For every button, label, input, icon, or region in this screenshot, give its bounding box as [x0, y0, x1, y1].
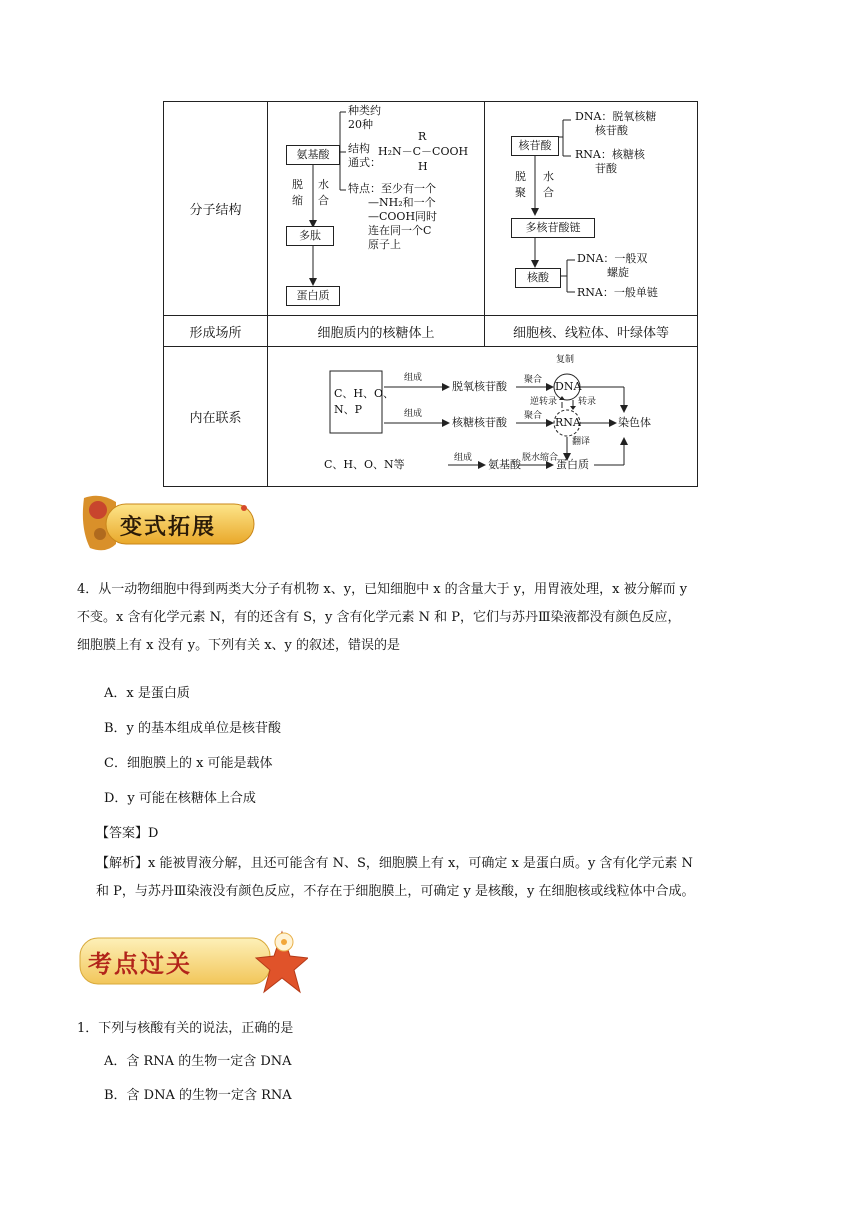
formula-label-2: 通式： — [348, 156, 381, 169]
reverse-transcription-label: 逆转录 — [530, 397, 558, 407]
row-label-relation: 内在联系 — [164, 347, 268, 487]
feature-line-2: —NH₂和一个 — [368, 196, 436, 209]
compose-label-2: 组成 — [404, 409, 423, 419]
condensation-label-2: 合 — [318, 194, 329, 207]
question-4-analysis — [96, 850, 816, 906]
nucleic-structure-diagram — [485, 102, 698, 316]
formula-h: H — [418, 160, 428, 173]
dna-label: DNA — [555, 380, 582, 393]
feature-line-5: 原子上 — [368, 238, 401, 251]
compose-label-3: 组成 — [454, 453, 473, 463]
question-4-option-d: D．y 可能在核糖体上合成 — [104, 791, 256, 806]
question-4-line-3: 细胞膜上有 x 没有 y。下列有关 x、y 的叙述，错误的是 — [77, 638, 401, 653]
comparison-table — [163, 101, 698, 487]
dna-struct-1: DNA：一般双 — [577, 252, 648, 265]
condensation-label: 脱水缩合 — [522, 453, 559, 463]
formula-main: H₂N－C－COOH — [378, 145, 469, 158]
rna-type-1: RNA：核糖核 — [575, 148, 645, 161]
question-4-option-a: A．x 是蛋白质 — [104, 686, 190, 701]
dna-type-2: 核苷酸 — [595, 124, 628, 137]
formula-label-1: 结构 — [348, 142, 370, 155]
dehydration-label-2: 缩 — [292, 194, 303, 207]
row-label-structure: 分子结构 — [164, 102, 268, 316]
protein-label: 蛋白质 — [556, 458, 589, 471]
feature-line-4: 连在同一个C — [368, 224, 432, 237]
variant-banner — [76, 488, 258, 556]
kinds-label-2: 20种 — [348, 118, 373, 131]
elements-2-label: C、H、O、N等 — [324, 458, 405, 471]
formula-r: R — [418, 130, 427, 143]
condensation-label-1: 水 — [318, 178, 329, 191]
protein-structure-diagram — [268, 102, 485, 316]
chromosome-label: 染色体 — [618, 416, 651, 429]
translation-label: 翻译 — [572, 437, 591, 447]
checkpoint-banner — [76, 920, 308, 996]
feature-line-3: —COOH同时 — [368, 210, 438, 223]
amino-acid-label: 氨基酸 — [488, 458, 521, 471]
deoxynucleotide-label: 脱氧核苷酸 — [452, 380, 507, 393]
amino-acid-box: 氨基酸 — [286, 145, 340, 165]
polymerize-label-1: 聚合 — [524, 375, 543, 385]
dna-struct-2: 螺旋 — [607, 266, 629, 279]
ribonucleotide-label: 核糖核苷酸 — [452, 416, 507, 429]
question-4-line-1: 4．从一动物细胞中得到两类大分子有机物 x、y，已知细胞中 x 的含量大于 y，用胃液处理，x 被分解而 y — [77, 582, 688, 597]
analysis-line-2: 和 P，与苏丹Ⅲ染液没有颜色反应，不存在于细胞膜上，可确定 y 是核酸，y 在细胞核或线粒体中合成。 — [96, 884, 695, 899]
nucleic-site: 细胞核、线粒体、叶绿体等 — [485, 316, 698, 347]
elements-line-2: N、P — [334, 403, 363, 416]
question-1-stem: 1．下列与核酸有关的说法，正确的是 — [77, 1021, 294, 1036]
checkpoint-banner-title: 考点过关 — [88, 949, 192, 978]
row-label-site: 形成场所 — [164, 316, 268, 347]
nucleic-acid-box: 核酸 — [515, 268, 561, 288]
question-1-option-a: A．含 RNA 的生物一定含 DNA — [104, 1054, 292, 1069]
dna-type-1: DNA：脱氧核糖 — [575, 110, 657, 123]
replication-label: 复制 — [556, 355, 575, 365]
compose-label-1: 组成 — [404, 373, 423, 383]
polymerize-label-2: 聚合 — [524, 411, 543, 421]
dehydration-label-1: 脱 — [292, 178, 303, 191]
question-1-option-b: B．含 DNA 的生物一定含 RNA — [104, 1088, 292, 1103]
variant-banner-title: 变式拓展 — [120, 514, 217, 540]
rna-type-2: 苷酸 — [595, 162, 617, 175]
elements-line-1: C、H、O、 — [334, 387, 395, 400]
feature-line-1: 特点：至少有一个 — [348, 182, 436, 195]
hydrolysis-label-1: 脱 — [515, 170, 526, 183]
polypeptide-box: 多肽 — [286, 226, 334, 246]
rna-label: RNA — [555, 416, 581, 429]
polymer-label-2: 合 — [543, 186, 554, 199]
protein-site: 细胞质内的核糖体上 — [268, 316, 485, 347]
kinds-label-1: 种类约 — [348, 104, 381, 117]
polynucleotide-box: 多核苷酸链 — [511, 218, 595, 238]
question-4-line-2: 不变。x 含有化学元素 N，有的还含有 S，y 含有化学元素 N 和 P，它们与苏丹Ⅲ染液都没有颜色反应， — [77, 610, 681, 625]
relation-diagram — [268, 347, 698, 487]
hydrolysis-label-2: 聚 — [515, 186, 526, 199]
question-4-option-b: B．y 的基本组成单位是核苷酸 — [104, 721, 282, 736]
question-4-option-c: C．细胞膜上的 x 可能是载体 — [104, 756, 273, 771]
polymer-label-1: 水 — [543, 170, 554, 183]
rna-struct: RNA：一般单链 — [577, 286, 658, 299]
protein-box: 蛋白质 — [286, 286, 340, 306]
analysis-line-1: 【解析】x 能被胃液分解，且还可能含有 N、S，细胞膜上有 x，可确定 x 是蛋白质。y 含有化学元素 N — [96, 856, 693, 871]
nucleotide-box: 核苷酸 — [511, 136, 559, 156]
question-4-answer: 【答案】D — [96, 826, 159, 841]
question-4-stem — [77, 576, 797, 660]
transcription-label: 转录 — [578, 397, 597, 407]
